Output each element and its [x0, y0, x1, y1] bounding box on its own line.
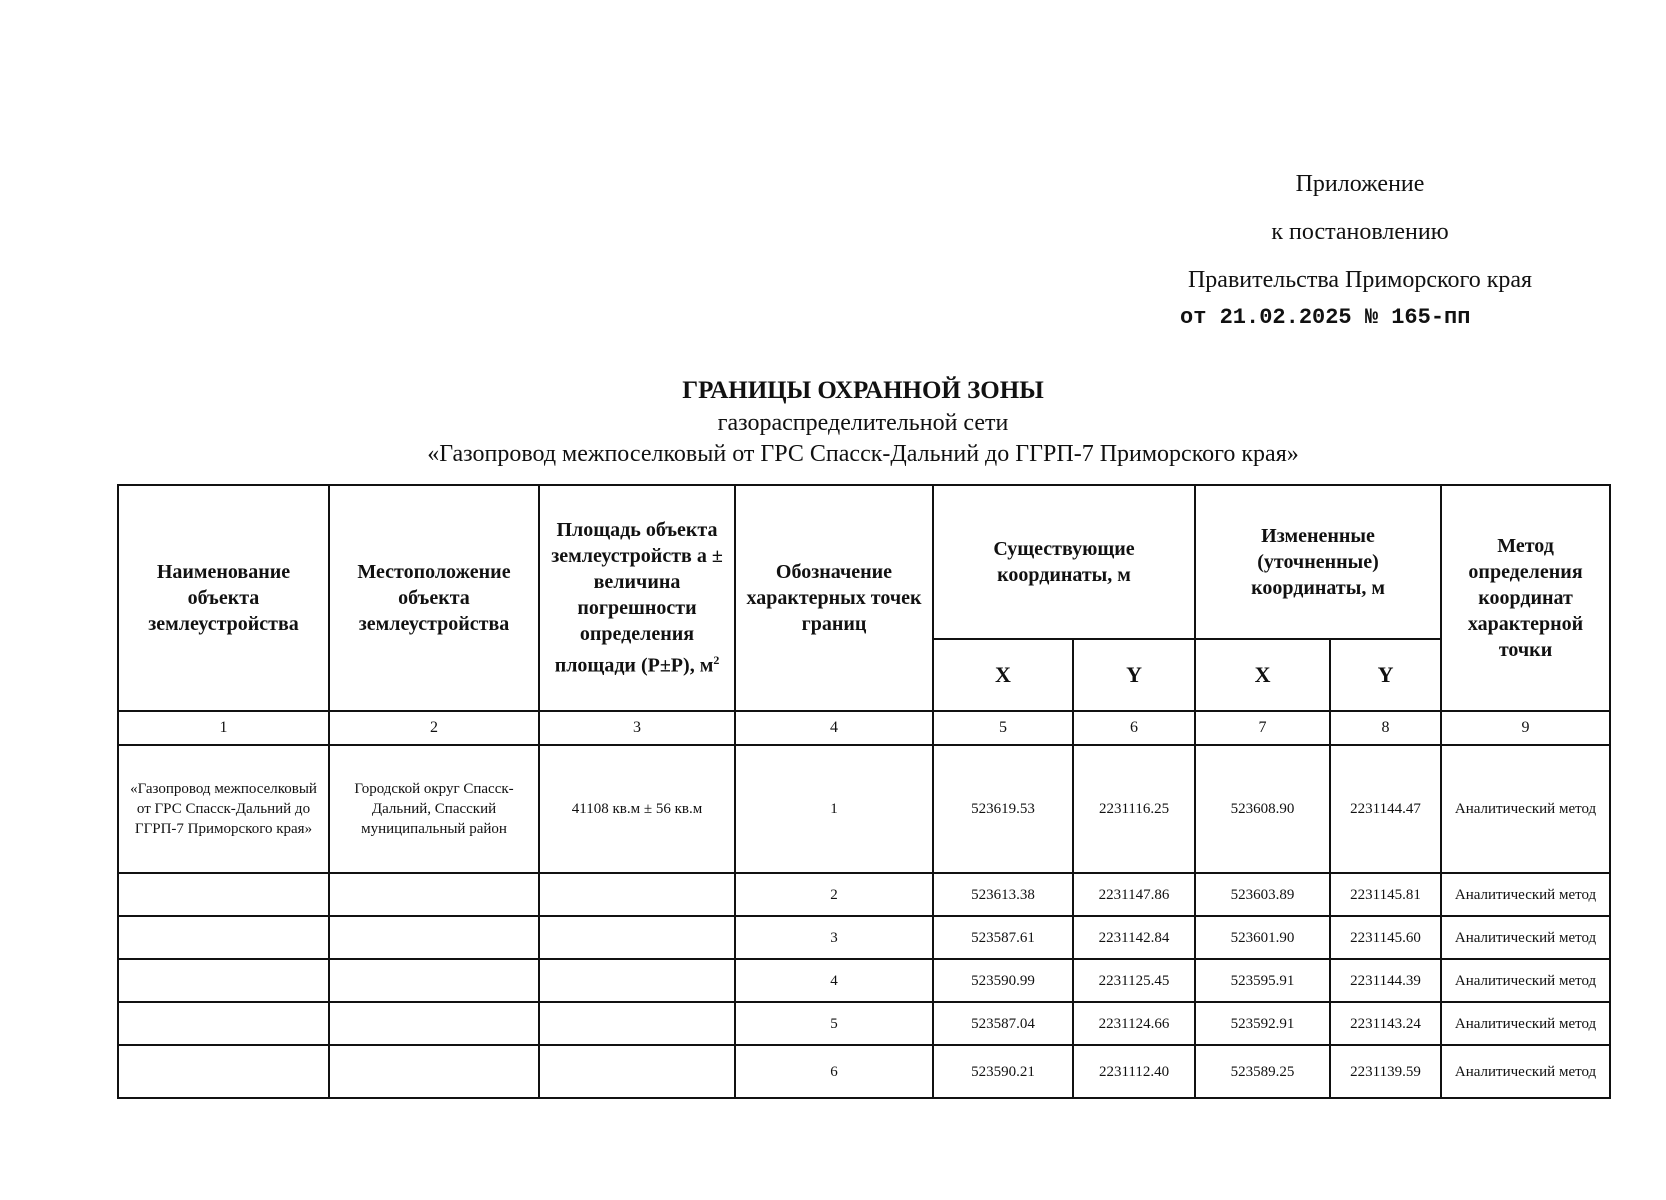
cell-y-existing: 2231112.40	[1073, 1045, 1195, 1098]
cell-y-existing: 2231125.45	[1073, 959, 1195, 1002]
method-text: Аналитический метод	[1454, 1063, 1597, 1080]
cell-y-changed: 2231144.39	[1330, 959, 1441, 1002]
document-title: ГРАНИЦЫ ОХРАННОЙ ЗОНЫ	[682, 377, 1044, 404]
column-number: 9	[1441, 711, 1610, 745]
cell-y-existing: 2231147.86	[1073, 873, 1195, 916]
column-number: 5	[933, 711, 1073, 745]
cell-x-changed: 523595.91	[1195, 959, 1330, 1002]
appendix-resolution-line: к постановлению	[1271, 219, 1449, 245]
method-text: Аналитический метод	[1454, 801, 1597, 817]
cell-x-changed: 523608.90	[1195, 745, 1330, 873]
cell-object-name	[118, 1002, 329, 1045]
document-subtitle: газораспределительной сети	[717, 410, 1009, 436]
cell-object-name	[118, 916, 329, 959]
cell-object-name	[118, 873, 329, 916]
header-area-superscript: 2	[713, 653, 720, 668]
cell-y-changed: 2231145.60	[1330, 916, 1441, 959]
cell-y-existing: 2231124.66	[1073, 1002, 1195, 1045]
cell-x-existing: 523590.99	[933, 959, 1073, 1002]
cell-method	[1441, 873, 1610, 916]
cell-point: 3	[735, 916, 933, 959]
header-location: Местоположение объекта землеустройства	[329, 485, 539, 711]
header-points: Обозначение характерных точек границ	[735, 485, 933, 711]
cell-location	[329, 1045, 539, 1098]
cell-point: 1	[735, 745, 933, 873]
cell-area: 41108 кв.м ± 56 кв.м	[539, 745, 735, 873]
column-number: 1	[118, 711, 329, 745]
cell-method	[1441, 1002, 1610, 1045]
cell-method	[1441, 1045, 1610, 1098]
cell-location	[329, 1002, 539, 1045]
cell-method	[1441, 916, 1610, 959]
method-text: Аналитический метод	[1454, 1015, 1597, 1032]
cell-x-existing: 523587.04	[933, 1002, 1073, 1045]
table-row	[118, 1045, 1610, 1098]
cell-location: Городской округ Спасск-Дальний, Спасский муниципальный район	[329, 745, 539, 873]
column-number: 8	[1330, 711, 1441, 745]
cell-x-changed: 523589.25	[1195, 1045, 1330, 1098]
cell-point: 5	[735, 1002, 933, 1045]
cell-y-existing: 2231116.25	[1073, 745, 1195, 873]
cell-y-changed: 2231139.59	[1330, 1045, 1441, 1098]
cell-location	[329, 873, 539, 916]
cell-area	[539, 1045, 735, 1098]
table-row	[118, 1002, 1610, 1045]
header-method: Метод определения координат характерной точки	[1441, 485, 1610, 711]
cell-point: 6	[735, 1045, 933, 1098]
header-changed-y: Y	[1330, 639, 1441, 711]
column-number: 7	[1195, 711, 1330, 745]
column-number: 6	[1073, 711, 1195, 745]
cell-object-name	[118, 1045, 329, 1098]
table-row	[118, 873, 1610, 916]
cell-object-name	[118, 959, 329, 1002]
boundary-table	[117, 484, 1611, 1099]
cell-method	[1441, 745, 1610, 873]
cell-x-existing: 523587.61	[933, 916, 1073, 959]
cell-x-changed: 523592.91	[1195, 1002, 1330, 1045]
cell-y-existing: 2231142.84	[1073, 916, 1195, 959]
cell-point: 2	[735, 873, 933, 916]
method-text: Аналитический метод	[1454, 929, 1597, 946]
cell-area	[539, 1002, 735, 1045]
cell-object-name: «Газопровод межпоселковый от ГРС Спасск-Дальний до ГГРП-7 Приморского края»	[118, 745, 329, 873]
table-row	[118, 745, 1610, 873]
cell-area	[539, 873, 735, 916]
cell-area	[539, 959, 735, 1002]
column-number: 3	[539, 711, 735, 745]
header-object-name: Наименование объекта землеустройства	[118, 485, 329, 711]
cell-location	[329, 959, 539, 1002]
header-existing-coordinates: Существующие координаты, м	[933, 485, 1195, 639]
table-row	[118, 959, 1610, 1002]
document-object-name: «Газопровод межпоселковый от ГРС Спасск-Дальний до ГГРП-7 Приморского края»	[427, 441, 1299, 467]
cell-location	[329, 916, 539, 959]
header-changed-x: X	[1195, 639, 1330, 711]
appendix-date-number: от 21.02.2025 № 165-пп	[1180, 305, 1471, 330]
method-text: Аналитический метод	[1454, 972, 1597, 989]
cell-area	[539, 916, 735, 959]
header-existing-y: Y	[1073, 639, 1195, 711]
appendix-title: Приложение	[1295, 171, 1425, 197]
cell-method	[1441, 959, 1610, 1002]
cell-point: 4	[735, 959, 933, 1002]
header-existing-x: X	[933, 639, 1073, 711]
column-number: 2	[329, 711, 539, 745]
column-numbers-row	[118, 711, 1610, 745]
method-text: Аналитический метод	[1454, 886, 1597, 903]
appendix-block	[1150, 160, 1570, 332]
cell-x-existing: 523590.21	[933, 1045, 1073, 1098]
column-number: 4	[735, 711, 933, 745]
header-area-text: Площадь объекта землеустройств а ± величина погрешности определения площади (Р±Р), м	[551, 519, 723, 677]
header-changed-coordinates: Измененные (уточненные) координаты, м	[1195, 485, 1441, 639]
cell-x-changed: 523603.89	[1195, 873, 1330, 916]
cell-y-changed: 2231144.47	[1330, 745, 1441, 873]
document-heading	[117, 374, 1609, 470]
cell-x-changed: 523601.90	[1195, 916, 1330, 959]
header-area	[539, 485, 735, 711]
table-header-row	[118, 485, 1610, 639]
cell-y-changed: 2231143.24	[1330, 1002, 1441, 1045]
cell-x-existing: 523619.53	[933, 745, 1073, 873]
cell-x-existing: 523613.38	[933, 873, 1073, 916]
cell-y-changed: 2231145.81	[1330, 873, 1441, 916]
table-row	[118, 916, 1610, 959]
appendix-government-line: Правительства Приморского края	[1187, 267, 1533, 293]
